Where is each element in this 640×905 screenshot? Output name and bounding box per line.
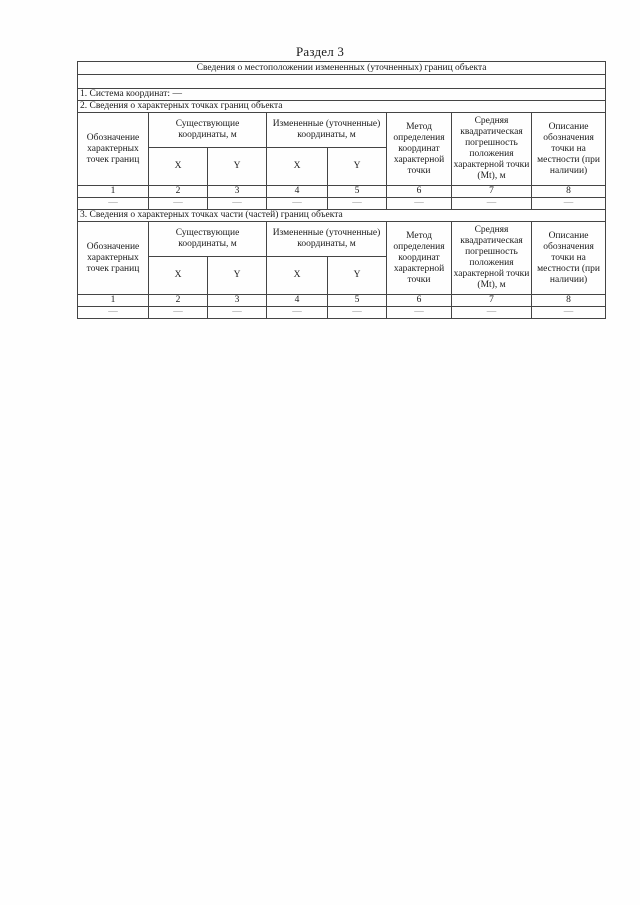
column-number: 5 bbox=[328, 186, 387, 198]
column-number: 7 bbox=[452, 295, 532, 307]
table-cell: — bbox=[532, 198, 606, 210]
column-number: 2 bbox=[149, 295, 208, 307]
table-title-row bbox=[78, 62, 606, 75]
table-cell: — bbox=[387, 198, 452, 210]
table-cell: — bbox=[149, 307, 208, 319]
col-y-header: Y bbox=[208, 257, 267, 295]
header-row bbox=[78, 222, 606, 257]
table-cell: — bbox=[532, 307, 606, 319]
col-x-header: X bbox=[267, 257, 328, 295]
table-cell: — bbox=[267, 198, 328, 210]
col-y-header: Y bbox=[328, 257, 387, 295]
table-cell: — bbox=[78, 198, 149, 210]
table-title: Сведения о местоположении измененных (уточненных) границ объекта bbox=[78, 62, 606, 75]
column-number: 7 bbox=[452, 186, 532, 198]
section-heading-row bbox=[78, 210, 606, 222]
boundary-table bbox=[77, 61, 606, 319]
table-cell: — bbox=[387, 307, 452, 319]
col-y-header: Y bbox=[208, 148, 267, 186]
col-point-header: Обозначение характерных точек границ bbox=[78, 222, 149, 295]
column-number: 5 bbox=[328, 295, 387, 307]
column-number: 8 bbox=[532, 295, 606, 307]
col-error-header: Средняя квадратическая погрешность положения характерной точки (Mt), м bbox=[452, 222, 532, 295]
section-heading: 3. Сведения о характерных точках части (частей) границ объекта bbox=[78, 210, 606, 222]
blank-cell bbox=[78, 75, 606, 89]
section-heading-row bbox=[78, 101, 606, 113]
table-cell: — bbox=[328, 198, 387, 210]
column-number: 6 bbox=[387, 186, 452, 198]
table-cell: — bbox=[78, 307, 149, 319]
col-method-header: Метод определения координат характерной точки bbox=[387, 222, 452, 295]
column-number: 1 bbox=[78, 295, 149, 307]
col-changed-header: Измененные (уточненные) координаты, м bbox=[267, 222, 387, 257]
table-cell: — bbox=[452, 198, 532, 210]
col-method-header: Метод определения координат характерной точки bbox=[387, 113, 452, 186]
header-row bbox=[78, 113, 606, 148]
table-row bbox=[78, 198, 606, 210]
col-y-header: Y bbox=[328, 148, 387, 186]
col-x-header: X bbox=[267, 148, 328, 186]
section-heading: 2. Сведения о характерных точках границ объекта bbox=[78, 101, 606, 113]
col-desc-header: Описание обозначения точки на местности (при наличии) bbox=[532, 113, 606, 186]
table-row bbox=[78, 307, 606, 319]
column-number-row bbox=[78, 186, 606, 198]
column-number: 6 bbox=[387, 295, 452, 307]
section-title: Раздел 3 bbox=[295, 44, 345, 59]
column-number: 4 bbox=[267, 295, 328, 307]
blank-row bbox=[78, 75, 606, 89]
col-changed-header: Измененные (уточненные) координаты, м bbox=[267, 113, 387, 148]
col-point-header: Обозначение характерных точек границ bbox=[78, 113, 149, 186]
col-x-header: X bbox=[149, 257, 208, 295]
col-existing-header: Существующие координаты, м bbox=[149, 113, 267, 148]
column-number: 1 bbox=[78, 186, 149, 198]
boundary-table-wrapper bbox=[77, 61, 605, 319]
table-cell: — bbox=[208, 307, 267, 319]
table-cell: — bbox=[267, 307, 328, 319]
column-number: 3 bbox=[208, 295, 267, 307]
col-existing-header: Существующие координаты, м bbox=[149, 222, 267, 257]
col-x-header: X bbox=[149, 148, 208, 186]
table-cell: — bbox=[208, 198, 267, 210]
col-desc-header: Описание обозначения точки на местности (при наличии) bbox=[532, 222, 606, 295]
table-cell: — bbox=[328, 307, 387, 319]
column-number-row bbox=[78, 295, 606, 307]
coord-system: 1. Система координат: — bbox=[78, 89, 606, 101]
table-cell: — bbox=[149, 198, 208, 210]
table-cell: — bbox=[452, 307, 532, 319]
col-error-header: Средняя квадратическая погрешность положения характерной точки (Mt), м bbox=[452, 113, 532, 186]
coord-system-row bbox=[78, 89, 606, 101]
column-number: 3 bbox=[208, 186, 267, 198]
column-number: 2 bbox=[149, 186, 208, 198]
column-number: 8 bbox=[532, 186, 606, 198]
column-number: 4 bbox=[267, 186, 328, 198]
